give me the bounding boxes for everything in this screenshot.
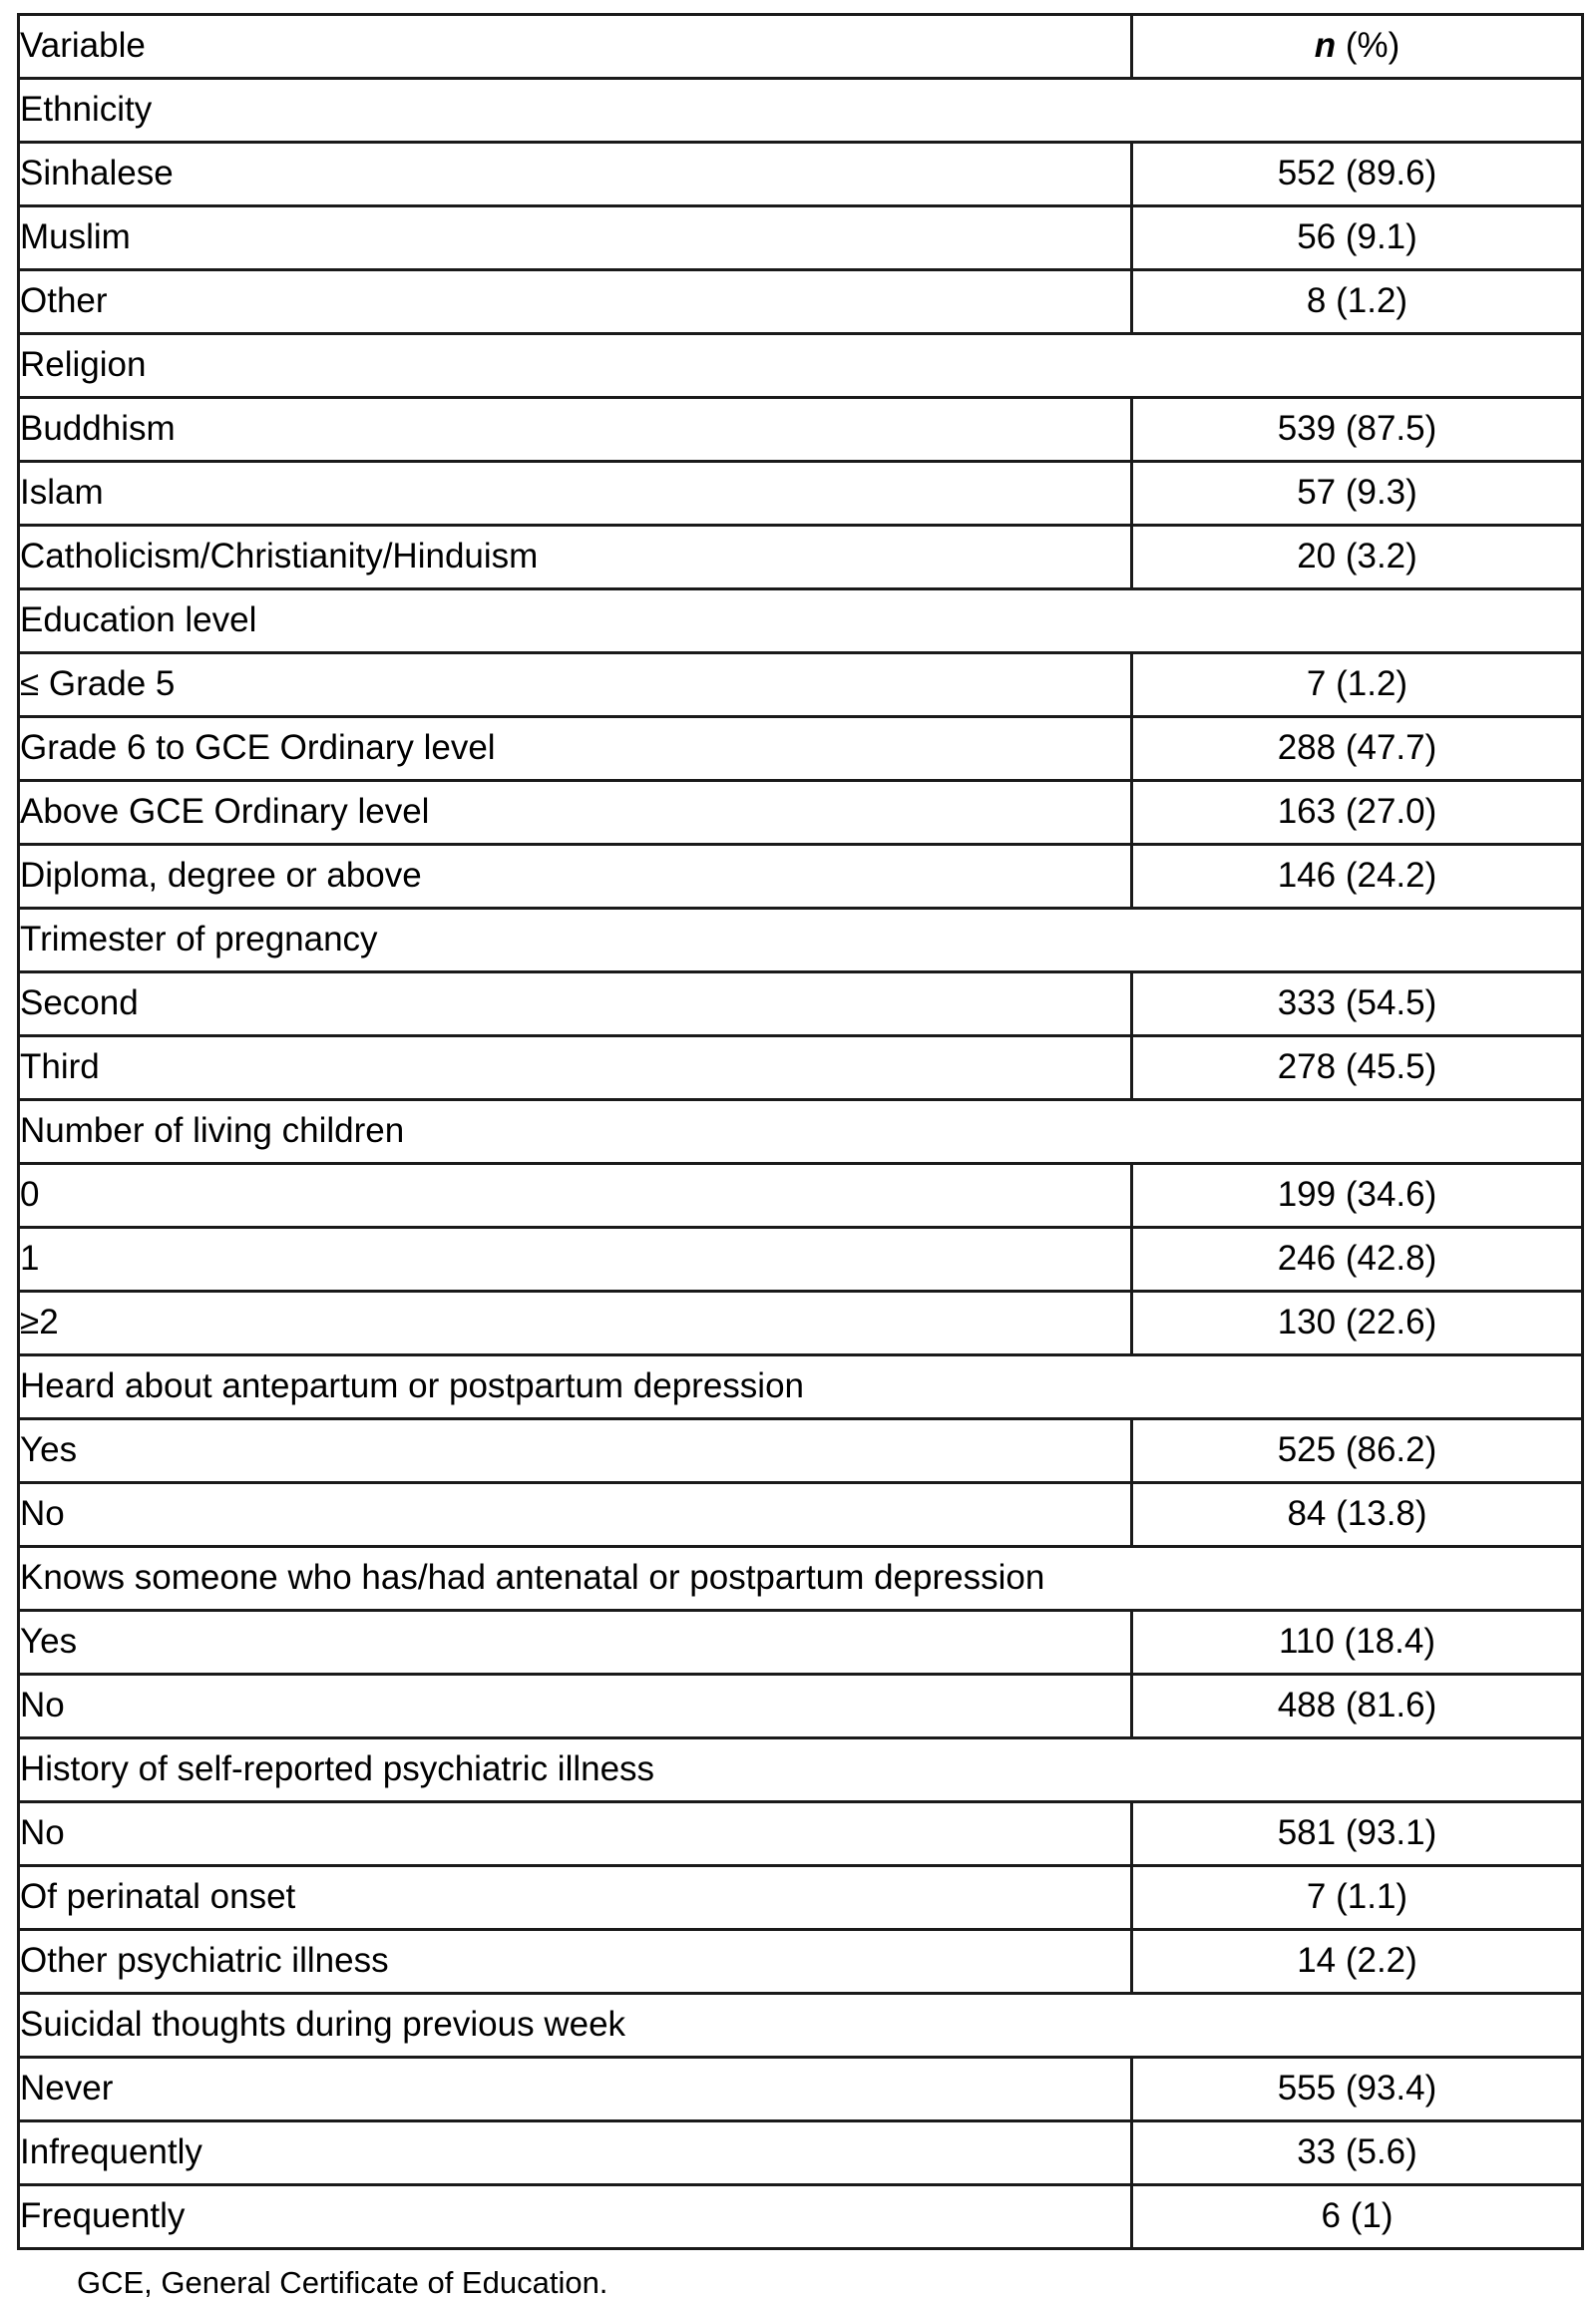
column-header-value-symbol: n: [1314, 26, 1337, 66]
table-row: [19, 2185, 1583, 2249]
row-label-cell: Second: [19, 972, 1132, 1036]
row-value-cell: 163 (27.0): [1132, 781, 1583, 845]
section-heading-cell: Knows someone who has/had antenatal or postpartum depression: [19, 1547, 1583, 1611]
row-label-cell: 0: [19, 1164, 1132, 1228]
row-value-cell: 333 (54.5): [1132, 972, 1583, 1036]
row-value-cell: 288 (47.7): [1132, 717, 1583, 781]
table-row: [19, 2058, 1583, 2121]
table-row: [19, 1802, 1583, 1866]
row-value-cell: 6 (1): [1132, 2185, 1583, 2249]
row-label-cell: No: [19, 1483, 1132, 1547]
table-row: [19, 1228, 1583, 1292]
section-heading-cell: Trimester of pregnancy: [19, 909, 1583, 972]
table-row: [19, 653, 1583, 717]
table-row: [19, 1930, 1583, 1994]
table-row: [19, 270, 1583, 334]
section-heading-cell: Religion: [19, 334, 1583, 398]
row-label-cell: Yes: [19, 1419, 1132, 1483]
row-label-cell: ≤ Grade 5: [19, 653, 1132, 717]
row-label-cell: Third: [19, 1036, 1132, 1100]
row-label-cell: Other: [19, 270, 1132, 334]
row-label-cell: Other psychiatric illness: [19, 1930, 1132, 1994]
row-label-cell: Frequently: [19, 2185, 1132, 2249]
table-row: [19, 206, 1583, 270]
table-row: [19, 1100, 1583, 1164]
row-label-cell: Never: [19, 2058, 1132, 2121]
row-value-cell: 57 (9.3): [1132, 462, 1583, 526]
row-label-cell: Above GCE Ordinary level: [19, 781, 1132, 845]
table-row: [19, 781, 1583, 845]
row-value-cell: 7 (1.2): [1132, 653, 1583, 717]
table-footnote: GCE, General Certificate of Education.: [77, 2265, 608, 2300]
row-label-cell: 1: [19, 1228, 1132, 1292]
row-value-cell: 246 (42.8): [1132, 1228, 1583, 1292]
table-row: [19, 1355, 1583, 1419]
table-row: [19, 143, 1583, 206]
table-row: [19, 334, 1583, 398]
row-value-cell: 488 (81.6): [1132, 1675, 1583, 1738]
row-label-cell: Diploma, degree or above: [19, 845, 1132, 909]
table-row: [19, 1738, 1583, 1802]
section-heading-cell: Heard about antepartum or postpartum depression: [19, 1355, 1583, 1419]
table-header: [19, 15, 1583, 79]
section-heading-cell: Education level: [19, 589, 1583, 653]
row-label-cell: Islam: [19, 462, 1132, 526]
row-label-cell: No: [19, 1802, 1132, 1866]
row-value-cell: 146 (24.2): [1132, 845, 1583, 909]
row-value-cell: 84 (13.8): [1132, 1483, 1583, 1547]
section-heading-cell: Suicidal thoughts during previous week: [19, 1994, 1583, 2058]
row-value-cell: 552 (89.6): [1132, 143, 1583, 206]
table-row: [19, 972, 1583, 1036]
table-row: [19, 1866, 1583, 1930]
row-value-cell: 33 (5.6): [1132, 2121, 1583, 2185]
table-header-row: [19, 15, 1583, 79]
table-row: [19, 79, 1583, 143]
table-row: [19, 717, 1583, 781]
table-row: [19, 1164, 1583, 1228]
row-label-cell: Muslim: [19, 206, 1132, 270]
table-row: [19, 2121, 1583, 2185]
row-value-cell: 20 (3.2): [1132, 526, 1583, 589]
column-header-value: [1132, 15, 1583, 79]
table-row: [19, 909, 1583, 972]
row-value-cell: 130 (22.6): [1132, 1292, 1583, 1355]
row-value-cell: 278 (45.5): [1132, 1036, 1583, 1100]
section-heading-cell: Ethnicity: [19, 79, 1583, 143]
row-value-cell: 110 (18.4): [1132, 1611, 1583, 1675]
section-heading-cell: History of self-reported psychiatric illness: [19, 1738, 1583, 1802]
row-label-cell: Grade 6 to GCE Ordinary level: [19, 717, 1132, 781]
row-value-cell: 56 (9.1): [1132, 206, 1583, 270]
row-label-cell: Catholicism/Christianity/Hinduism: [19, 526, 1132, 589]
row-label-cell: Infrequently: [19, 2121, 1132, 2185]
section-heading-cell: Number of living children: [19, 1100, 1583, 1164]
row-value-cell: 539 (87.5): [1132, 398, 1583, 462]
row-value-cell: 7 (1.1): [1132, 1866, 1583, 1930]
row-value-cell: 555 (93.4): [1132, 2058, 1583, 2121]
table-row: [19, 1483, 1583, 1547]
table-row: [19, 526, 1583, 589]
table-body: [19, 79, 1583, 2249]
row-label-cell: Sinhalese: [19, 143, 1132, 206]
table-row: [19, 1292, 1583, 1355]
table-row: [19, 1994, 1583, 2058]
row-value-cell: 525 (86.2): [1132, 1419, 1583, 1483]
table-row: [19, 1036, 1583, 1100]
row-value-cell: 14 (2.2): [1132, 1930, 1583, 1994]
table-row: [19, 845, 1583, 909]
row-value-cell: 581 (93.1): [1132, 1802, 1583, 1866]
row-label-cell: Buddhism: [19, 398, 1132, 462]
row-value-cell: 199 (34.6): [1132, 1164, 1583, 1228]
row-label-cell: Yes: [19, 1611, 1132, 1675]
characteristics-table: [17, 13, 1584, 2250]
column-header-value-suffix: (%): [1336, 26, 1400, 66]
row-value-cell: 8 (1.2): [1132, 270, 1583, 334]
table-row: [19, 1675, 1583, 1738]
table-row: [19, 462, 1583, 526]
table-row: [19, 1547, 1583, 1611]
row-label-cell: Of perinatal onset: [19, 1866, 1132, 1930]
row-label-cell: No: [19, 1675, 1132, 1738]
column-header-variable: Variable: [19, 15, 1132, 79]
row-label-cell: ≥2: [19, 1292, 1132, 1355]
table-row: [19, 1611, 1583, 1675]
table-row: [19, 398, 1583, 462]
table-row: [19, 589, 1583, 653]
table-row: [19, 1419, 1583, 1483]
